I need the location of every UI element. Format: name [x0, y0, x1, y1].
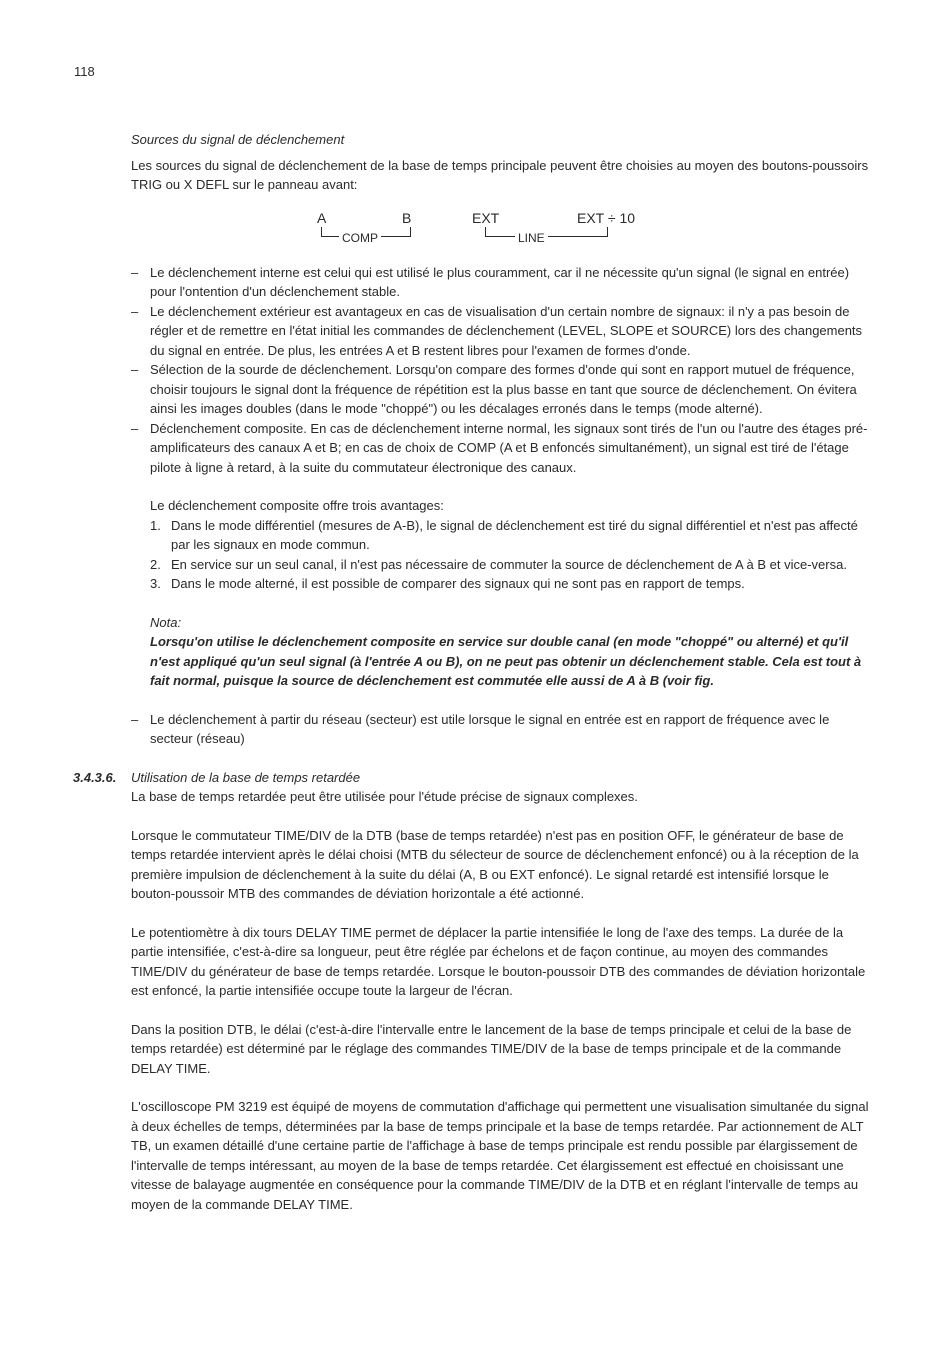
item-number: 2.	[150, 556, 161, 572]
item-number: 3.	[150, 576, 161, 591]
subheading-sources: Sources du signal de déclenchement	[131, 132, 345, 147]
paragraph: La base de temps retardée peut être utilisée pour l'étude précise de signaux complexes.	[131, 789, 638, 804]
list-item: – Le déclenchement interne est celui qui est utilisé le plus couramment, car il ne nécessite qu'un signal (le signal en entrée) pour l'ontention d'un déclenchement stable.	[131, 263, 869, 302]
network-bullet	[131, 710, 869, 749]
paragraph: Dans la position DTB, le délai (c'est-à-dire l'intervalle entre le lancement de la base de temps principale et celui de la base de temps retardée) est déterminé par le réglage des commandes TIME/DIV de la base de temps principale et de la commande DELAY TIME.	[131, 1021, 852, 1076]
item-number: 1.	[150, 517, 161, 533]
trigger-source-diagram	[131, 207, 869, 251]
diagram-label-b: B	[402, 209, 412, 226]
diagram-label-comp: COMP	[339, 231, 381, 245]
page-number: 118	[74, 64, 95, 79]
section-title: Utilisation de la base de temps retardée	[131, 769, 361, 785]
intro-paragraph: Les sources du signal de déclenchement de la base de temps principale peuvent être choisies au moyen des boutons-poussoirs TRIG ou X DEFL sur le panneau avant:	[131, 157, 869, 192]
paragraph: Lorsque le commutateur TIME/DIV de la DTB (base de temps retardée) n'est pas en position OFF, le générateur de base de temps retardée intervient après le délai choisi (MTB du sélecteur de source de déclenchement enfoncé) ou à la réception de la première impulsion de déclenchement à la suite du délai (A, B ou EXT enfoncé). Le signal retardé est intensifié lorsque le bouton-poussoir MTB des commandes de déviation horizontale a été actionné.	[131, 827, 859, 901]
section-heading	[73, 768, 869, 788]
advantages-list	[150, 516, 869, 594]
composite-block	[150, 496, 869, 691]
list-item: – Le déclenchement à partir du réseau (secteur) est utile lorsque le signal en entrée est en rapport de fréquence avec le secteur (réseau)	[131, 710, 869, 749]
item-text: En service sur un seul canal, il n'est pas nécessaire de commuter la source de déclenchement de A à B et vice-versa.	[171, 556, 847, 572]
list-item	[150, 555, 869, 575]
paragraph: L'oscilloscope PM 3219 est équipé de moyens de commutation d'affichage qui permettent une visualisation simultanée du signal à deux échelles de temps, déterminées par la base de temps principale et la base de temps retardée. Par actionnement de ALT TB, un examen détaillé d'une certaine partie de l'affichage à base de temps principale est rendu possible par élargissement de l'intervalle de temps intéressant, au moyen de la base de temps retardée. Cet élargissement est effectué en choisissant une vitesse de balayage augmentée en conséquence pour la commande TIME/DIV de la DTB et en réglant l'intervalle de temps au moyen de la commande DELAY TIME.	[131, 1099, 869, 1212]
nota-text: Lorsqu'on utilise le déclenchement composite en service sur double canal (en mode "choppé" ou alterné) et qu'il n'est appliqué qu'un seul signal (à l'entrée A ou B), on ne peut pas obtenir un déclenchement stable. Cela est tout à fait normal, puisque la source de déclenchement est commutée elle aussi de A à B (voir fig.	[150, 634, 862, 688]
diagram-label-line: LINE	[515, 231, 548, 245]
list-item: – Sélection de la sourde de déclenchement. Lorsqu'on compare des formes d'onde qui sont en rapport mutuel de fréquence, choisir toujours le signal dont la fréquence de répétition est la plus basse en tant que source de déclenchement. On évitera ainsi les images doubles (dans le mode "choppé") ou les décalages erronés dans le temps (mode alterné).	[131, 360, 869, 419]
diagram-label-a: A	[317, 209, 327, 226]
nota-label: Nota:	[150, 614, 182, 630]
diagram-label-ext10: EXT ÷ 10	[577, 209, 636, 226]
list-item	[150, 574, 869, 594]
item-text: Dans le mode alterné, il est possible de comparer des signaux qui ne sont pas en rapport de temps.	[171, 576, 745, 591]
page-content	[73, 130, 869, 1214]
item-text: Dans le mode différentiel (mesures de A-B), le signal de déclenchement est tiré du signal différentiel et n'est pas affecté par les signaux en mode commun.	[171, 517, 858, 552]
list-item: – Le déclenchement extérieur est avantageux en cas de visualisation d'un certain nombre de signaux: il n'y a pas besoin de régler et de remettre en l'état initial les commandes de déclenchement (LEVEL, SLOPE et SOURCE) lors des changements du signal en entrée. De plus, les entrées A et B restent libres pour l'examen de formes d'onde.	[131, 302, 869, 361]
section-number: 3.4.3.6.	[73, 769, 117, 785]
trigger-bullets	[131, 263, 869, 478]
list-item	[150, 516, 869, 555]
composite-intro: Le déclenchement composite offre trois avantages:	[150, 498, 444, 513]
diagram-label-ext: EXT	[472, 209, 500, 226]
paragraph: Le potentiomètre à dix tours DELAY TIME permet de déplacer la partie intensifiée le long de l'axe des temps. La durée de la partie intensifiée, c'est-à-dire sa longueur, peut être réglée par échelons et de façon continue, au moyen des commandes TIME/DIV du générateur de base de temps retardée. Lorsque le bouton-poussoir DTB des commandes de déviation horizontale est enfoncé, la partie intensifiée occupe toute la largeur de l'écran.	[131, 924, 866, 998]
list-item: – Déclenchement composite. En cas de déclenchement interne normal, les signaux sont tirés de l'un ou l'autre des étages pré-amplificateurs des canaux A et B; en cas de choix de COMP (A et B enfoncés simultanément), un signal est tiré de l'étage pilote à ligne à retard, à la suite du commutateur électronique des canaux.	[131, 419, 869, 478]
